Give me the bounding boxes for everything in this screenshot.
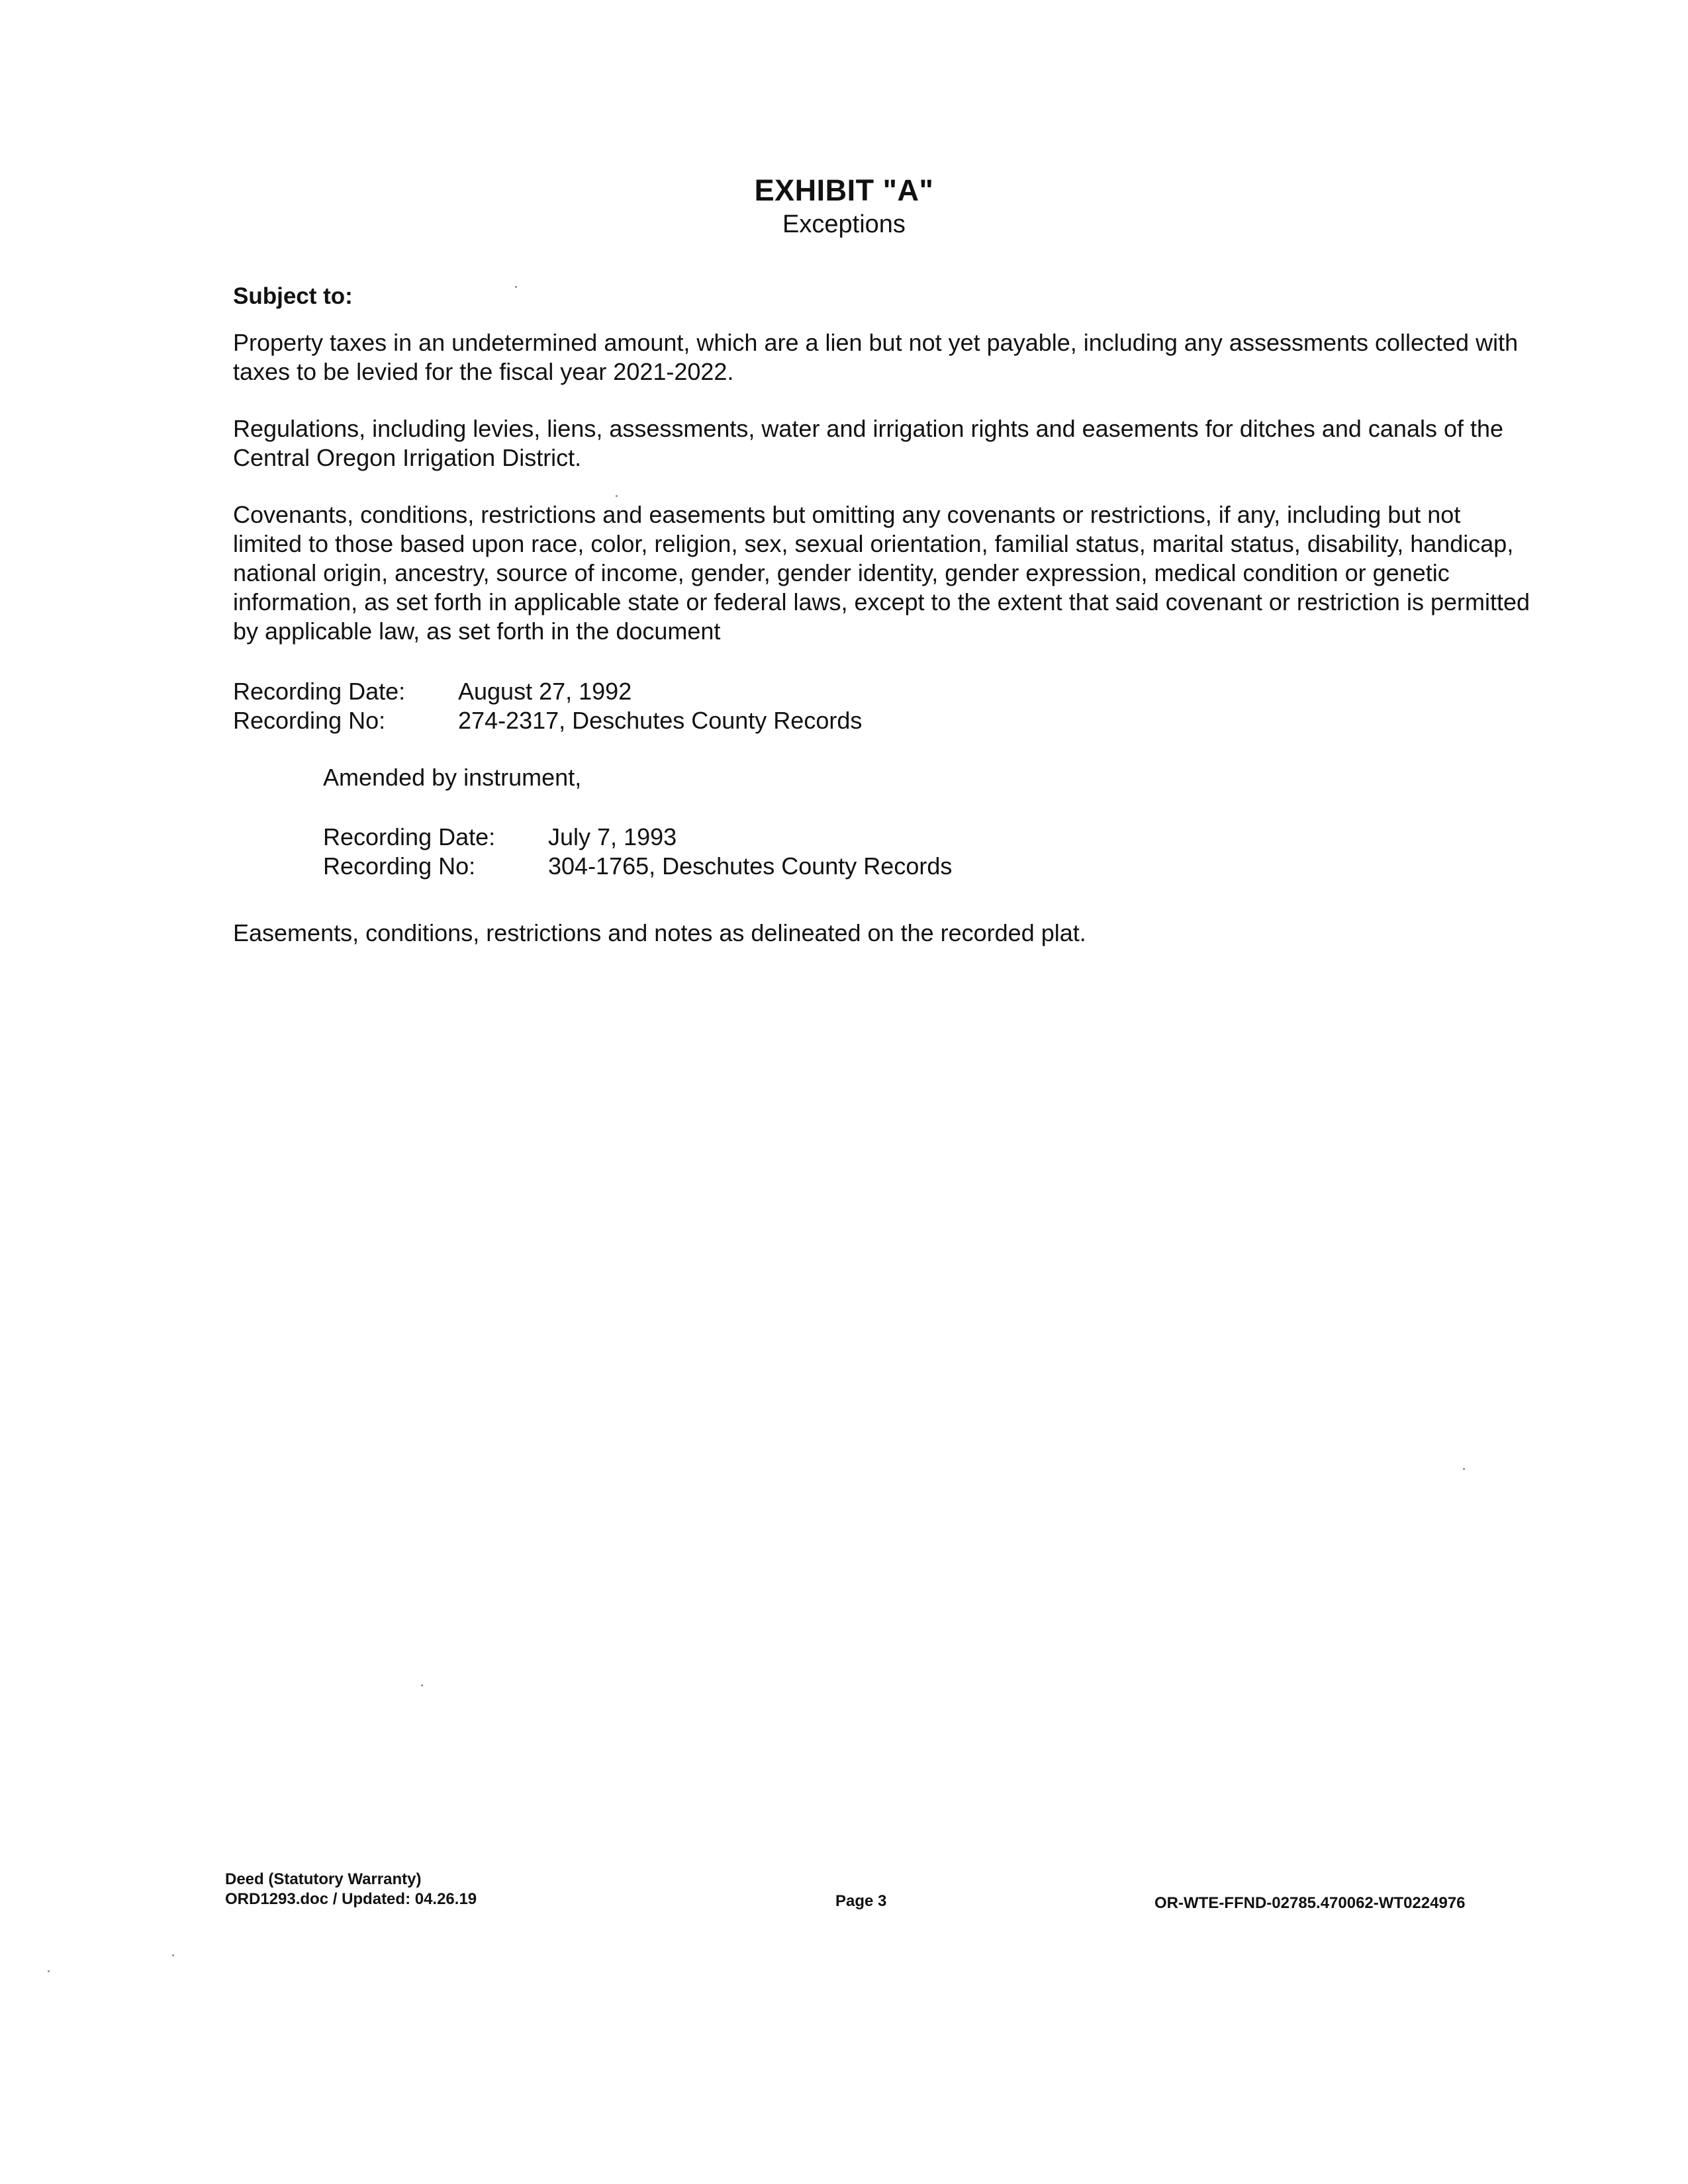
recording-date-value: August 27, 1992 — [458, 678, 632, 705]
footer-doc-type: Deed (Statutory Warranty) — [225, 1870, 422, 1888]
recording-date-label: Recording Date: — [233, 678, 406, 705]
scan-speck — [172, 1954, 174, 1956]
scan-speck — [48, 1970, 50, 1972]
scan-speck — [421, 1684, 423, 1686]
footer-page-number: Page 3 — [835, 1892, 887, 1910]
footer-file-number: OR-WTE-FFND-02785.470062-WT0224976 — [1154, 1894, 1466, 1912]
regulations-exception: Regulations, including levies, liens, assessments, water and irrigation rights and easements for ditches and canals of the Central Oregon Irrigation District. — [233, 415, 1504, 471]
exhibit-subtitle: Exceptions — [782, 210, 906, 238]
scan-speck — [616, 495, 618, 497]
amended-by-instrument: Amended by instrument, — [323, 764, 582, 791]
amendment-date-value: July 7, 1993 — [548, 823, 677, 850]
recording-no-label: Recording No: — [233, 707, 386, 734]
scan-speck — [515, 286, 517, 288]
amendment-date-label: Recording Date: — [323, 823, 496, 850]
subject-to-label: Subject to: — [233, 283, 353, 309]
plat-easements-exception: Easements, conditions, restrictions and notes as delineated on the recorded plat. — [233, 919, 1086, 946]
exhibit-title: EXHIBIT "A" — [754, 173, 934, 207]
scan-speck — [1463, 1468, 1465, 1470]
amendment-no-value: 304-1765, Deschutes County Records — [548, 852, 953, 880]
amendment-no-label: Recording No: — [323, 852, 476, 880]
recording-no-value: 274-2317, Deschutes County Records — [458, 707, 863, 734]
covenants-exception: Covenants, conditions, restrictions and easements but omitting any covenants or restrictions, if any, including but not limited to those based upon race, color, religion, sex, sexual orientation, familial status, marital status, disability, handicap, national origin, ancestry, source of income, gender, gender identity, gender expression, medical condition or genetic information, as set forth in applicable state or federal laws, except to the extent that said covenant or restriction is permitted by applicable law, as set forth in the document — [233, 501, 1530, 645]
property-taxes-exception: Property taxes in an undetermined amount, which are a lien but not yet payable, including any assessments collected with taxes to be levied for the fiscal year 2021-2022. — [233, 329, 1519, 385]
footer-doc-file: ORD1293.doc / Updated: 04.26.19 — [225, 1890, 477, 1908]
